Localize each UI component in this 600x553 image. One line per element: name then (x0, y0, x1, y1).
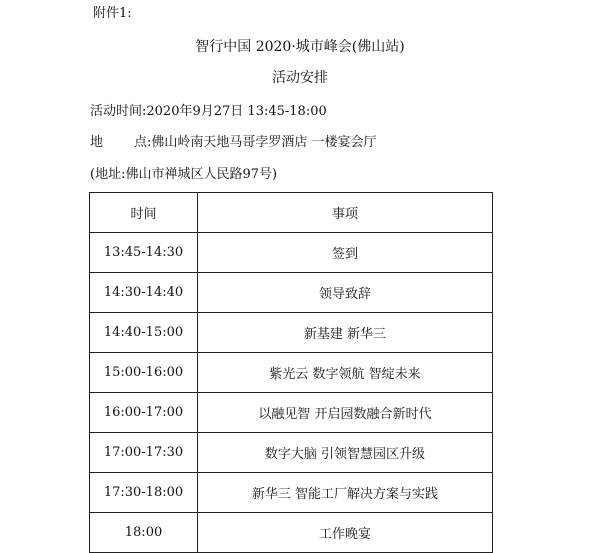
table-row (90, 473, 493, 513)
row-time: 14:30-14:40 (90, 273, 198, 313)
table-row (90, 513, 493, 553)
row-time: 13:45-14:30 (90, 233, 198, 273)
row-time: 14:40-15:00 (90, 313, 198, 353)
address-line: (地址:佛山市禅城区人民路97号) (90, 167, 278, 182)
table-row (90, 313, 493, 353)
row-item: 新基建 新华三 (198, 313, 493, 353)
table-row (90, 433, 493, 473)
table-row (90, 353, 493, 393)
row-time: 16:00-17:00 (90, 393, 198, 433)
row-time: 17:00-17:30 (90, 433, 198, 473)
table-row (90, 233, 493, 273)
table-header-row (90, 193, 493, 233)
row-item: 领导致辞 (198, 273, 493, 313)
row-item: 新华三 智能工厂解决方案与实践 (198, 473, 493, 513)
event-time-value: 2020年9月27日 13:45-18:00 (146, 104, 327, 119)
location-line (90, 135, 377, 151)
table-row (90, 273, 493, 313)
row-item: 签到 (198, 233, 493, 273)
row-time: 17:30-18:00 (90, 473, 198, 513)
row-time: 15:00-16:00 (90, 353, 198, 393)
row-time: 18:00 (90, 513, 198, 553)
row-item: 工作晚宴 (198, 513, 493, 553)
event-time-label: 活动时间: (90, 104, 147, 119)
location-label-second: 点: (134, 135, 152, 150)
document-title: 智行中国 2020·城市峰会(佛山站) (195, 39, 405, 55)
row-item: 数字大脑 引领智慧园区升级 (198, 433, 493, 473)
header-item: 事项 (198, 193, 493, 233)
schedule-table (89, 192, 493, 553)
header-time: 时间 (90, 193, 198, 233)
event-time-line (90, 104, 327, 120)
table-row (90, 393, 493, 433)
document-subtitle: 活动安排 (272, 70, 328, 86)
row-item: 紫光云 数字领航 智绽未来 (198, 353, 493, 393)
location-label-first: 地 (90, 135, 104, 150)
attachment-label: 附件1: (93, 6, 132, 21)
row-item: 以融见智 开启园数融合新时代 (198, 393, 493, 433)
location-value: 佛山岭南天地马哥孛罗酒店 一楼宴会厅 (151, 135, 377, 150)
